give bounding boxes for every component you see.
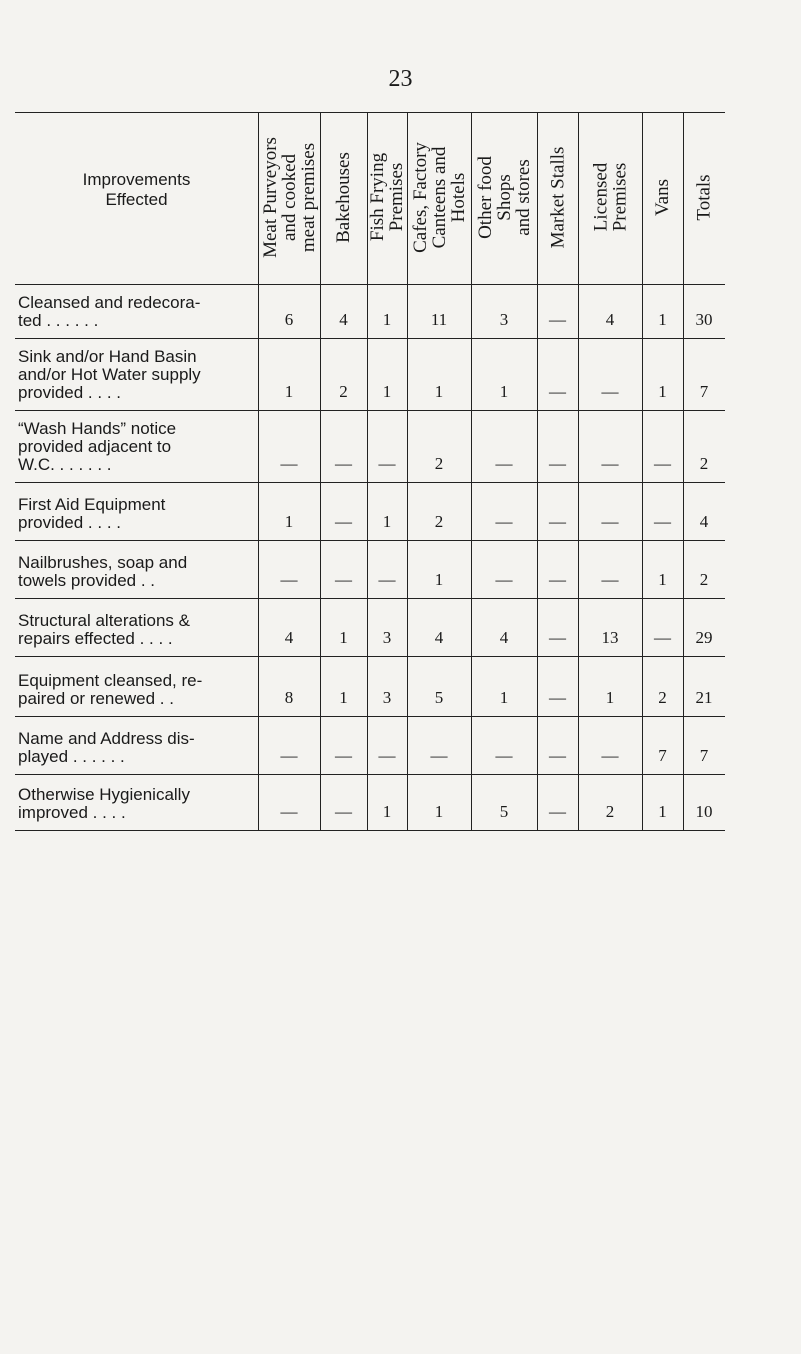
table-cell: 1 <box>284 512 294 531</box>
table-cell: 21 <box>695 688 713 707</box>
table-cell: 13 <box>601 628 619 647</box>
table-cell: — <box>378 746 396 765</box>
table-cell: — <box>335 512 352 531</box>
table-cell: — <box>378 454 396 473</box>
column-header-line: Shops <box>493 173 515 221</box>
table-cell: 1 <box>434 802 444 821</box>
row-label-line: First Aid Equipment <box>18 495 166 514</box>
column-header-line: Canteens and <box>428 146 450 248</box>
table-cell: — <box>280 570 298 589</box>
table-cell: 7 <box>699 382 709 401</box>
rule-line <box>15 338 725 339</box>
row-label-line: played . . . . . . <box>18 747 125 766</box>
row-label <box>18 420 266 474</box>
row-label-line: paired or renewed . . <box>18 689 174 708</box>
row-label <box>18 786 266 822</box>
table-cell: 4 <box>699 512 709 531</box>
page-number: 23 <box>388 66 413 92</box>
table-cell: 2 <box>699 454 709 473</box>
row-label-line: Name and Address dis- <box>18 729 195 748</box>
rule-line <box>15 656 725 657</box>
rule-line <box>15 112 725 113</box>
table-cell: 4 <box>605 310 615 329</box>
rule-line <box>15 410 725 411</box>
row-label-line: Otherwise Hygienically <box>18 785 190 804</box>
column-header-line: Hotels <box>447 172 469 222</box>
rule-line <box>15 540 725 541</box>
column-header <box>407 114 471 280</box>
table-cell: — <box>654 454 671 473</box>
table-cell: 1 <box>382 802 392 821</box>
column-header-line: meat premises <box>297 142 319 252</box>
row-header-title-line: Improvements <box>82 170 191 189</box>
table-cell: 1 <box>658 570 667 589</box>
table-cell: 2 <box>605 802 615 821</box>
table-cell: — <box>654 512 671 531</box>
table-cell: 1 <box>382 310 392 329</box>
table-cell: 1 <box>382 382 392 401</box>
table-cell: 1 <box>434 570 444 589</box>
table-cell: 29 <box>695 628 713 647</box>
row-label-line: ted . . . . . . <box>18 311 99 330</box>
row-label-line: Cleansed and redecora- <box>18 293 201 312</box>
column-header-line: Premises <box>386 162 408 232</box>
column-header-line: and stores <box>512 158 534 236</box>
table-cell: 1 <box>605 688 615 707</box>
column-header-line: Totals <box>693 173 715 221</box>
column-header <box>642 114 683 280</box>
table-cell: — <box>549 802 566 821</box>
row-label-line: Equipment cleansed, re- <box>18 671 203 690</box>
column-header-line: Bakehouses <box>333 151 355 243</box>
table-cell: — <box>495 746 513 765</box>
table-cell: 2 <box>339 382 348 401</box>
column-header <box>683 114 725 280</box>
table-cell: 30 <box>695 310 713 329</box>
table-cell: 1 <box>658 310 667 329</box>
table-cell: — <box>549 454 566 473</box>
table-cell: — <box>549 310 566 329</box>
table-cell: 6 <box>284 310 294 329</box>
table-cell: — <box>335 746 352 765</box>
table-cell: 7 <box>658 746 667 765</box>
row-label-line: improved . . . . <box>18 803 126 822</box>
table-cell: — <box>280 802 298 821</box>
row-label-line: provided adjacent to <box>18 437 172 456</box>
table-cell: — <box>601 382 619 401</box>
table-cell: 3 <box>499 310 509 329</box>
row-header-title-line: Effected <box>105 190 168 209</box>
table-cell: 1 <box>284 382 294 401</box>
column-header-line: Licensed <box>590 162 612 232</box>
table-cell: 8 <box>284 688 294 707</box>
row-label <box>18 348 266 402</box>
column-header <box>578 114 642 280</box>
row-label-line: provided . . . . <box>18 383 121 402</box>
table-cell: 4 <box>339 310 348 329</box>
column-header-line: Fish Frying <box>367 152 389 242</box>
column-header <box>258 114 320 280</box>
table-cell: 3 <box>382 688 392 707</box>
table-cell: 1 <box>434 382 444 401</box>
row-label <box>18 554 266 590</box>
column-header-line: Premises <box>609 162 631 232</box>
row-label-line: W.C. . . . . . . <box>18 455 112 474</box>
table-cell: 1 <box>658 382 667 401</box>
table-cell: — <box>549 628 566 647</box>
table-cell: — <box>335 570 352 589</box>
table-cell: — <box>335 802 352 821</box>
table-cell: 1 <box>658 802 667 821</box>
row-label-line: “Wash Hands” notice <box>18 419 177 438</box>
column-header-line: Vans <box>651 178 673 216</box>
column-header-line: Market Stalls <box>547 146 569 248</box>
table-cell: 11 <box>430 310 448 329</box>
column-header-line: Meat Purveyors <box>259 136 281 258</box>
row-header-title <box>15 170 258 210</box>
table-cell: — <box>280 454 298 473</box>
row-label-line: Structural alterations & <box>18 611 190 630</box>
table-cell: — <box>280 746 298 765</box>
table-cell: 5 <box>499 802 509 821</box>
table-cell: — <box>495 512 513 531</box>
table-cell: — <box>495 454 513 473</box>
column-header <box>471 114 537 280</box>
row-label-line: provided . . . . <box>18 513 121 532</box>
column-header <box>367 114 407 280</box>
table-cell: 7 <box>699 746 709 765</box>
row-label-line: Nailbrushes, soap and <box>18 553 188 572</box>
table-cell: — <box>430 746 448 765</box>
row-label <box>18 294 266 330</box>
row-label <box>18 672 266 708</box>
table-cell: 2 <box>434 454 444 473</box>
rule-line <box>15 830 725 831</box>
table-cell: — <box>378 570 396 589</box>
table-cell: 1 <box>339 688 348 707</box>
table-cell: 2 <box>434 512 444 531</box>
table-cell: — <box>335 454 352 473</box>
rule-line <box>15 716 725 717</box>
table-cell: 4 <box>284 628 294 647</box>
rule-line <box>15 774 725 775</box>
rule-line <box>15 482 725 483</box>
rule-line <box>15 284 725 285</box>
table-cell: 3 <box>382 628 392 647</box>
table-cell: — <box>549 382 566 401</box>
table-cell: 1 <box>499 382 509 401</box>
row-label <box>18 730 266 766</box>
table-cell: 1 <box>339 628 348 647</box>
table-cell: 1 <box>382 512 392 531</box>
table-cell: 4 <box>434 628 444 647</box>
row-label <box>18 496 266 532</box>
table-cell: — <box>601 454 619 473</box>
table-cell: 2 <box>658 688 667 707</box>
table-cell: 2 <box>699 570 709 589</box>
table-cell: 4 <box>499 628 509 647</box>
table-cell: 10 <box>695 802 713 821</box>
row-label-line: towels provided . . <box>18 571 156 590</box>
rule-line <box>15 598 725 599</box>
table-cell: — <box>549 688 566 707</box>
table-cell: 1 <box>499 688 509 707</box>
table-cell: — <box>654 628 671 647</box>
column-header-line: Other food <box>474 155 496 239</box>
column-header <box>320 114 367 280</box>
table-cell: — <box>601 512 619 531</box>
table-cell: — <box>549 512 566 531</box>
table-cell: 5 <box>434 688 444 707</box>
column-header-line: Cafes, Factory <box>409 141 431 253</box>
table-cell: — <box>549 570 566 589</box>
row-label <box>18 612 266 648</box>
column-header <box>537 114 578 280</box>
column-header-line: and cooked <box>278 153 300 241</box>
row-label-line: repairs effected . . . . <box>18 629 173 648</box>
row-label-line: and/or Hot Water supply <box>18 365 201 384</box>
table-cell: — <box>549 746 566 765</box>
table-cell: — <box>601 570 619 589</box>
table-cell: — <box>601 746 619 765</box>
table-cell: — <box>495 570 513 589</box>
row-label-line: Sink and/or Hand Basin <box>18 347 197 366</box>
